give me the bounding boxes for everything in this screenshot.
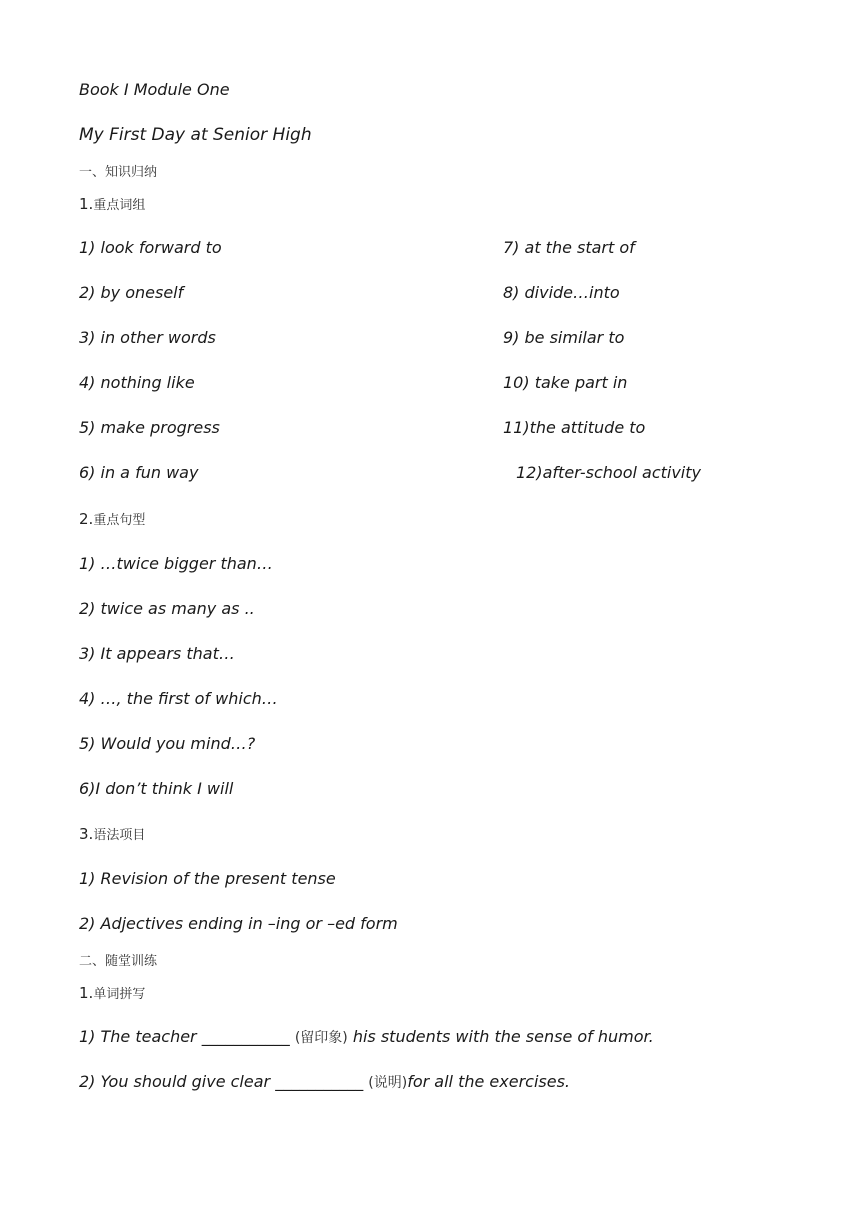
phrase-item: 10) take part in	[503, 373, 628, 392]
phrase-item: 4) nothing like	[79, 373, 195, 392]
grammar-item: 1) Revision of the present tense	[79, 869, 336, 888]
grammar-item: 2) Adjectives ending in –ing or –ed form	[79, 914, 398, 933]
subheading-number: 3.	[79, 825, 94, 843]
chinese-hint: (说明)	[368, 1075, 408, 1091]
phrase-item: 1) look forward to	[79, 238, 222, 257]
sentence-item: 4) …, the first of which…	[79, 689, 278, 708]
subheading-label: 重点句型	[93, 513, 146, 528]
subheading-phrases	[79, 194, 145, 213]
sentence-item: 2) twice as many as ..	[79, 599, 255, 618]
subheading-grammar	[79, 824, 145, 843]
sentence-item: 6)I don’t think I will	[79, 779, 234, 798]
phrase-item: 3) in other words	[79, 328, 216, 347]
question-text: 1) The teacher ___________	[79, 1027, 295, 1046]
phrase-item: 8) divide…into	[503, 283, 620, 302]
question-text: for all the exercises.	[407, 1072, 571, 1091]
sentence-item: 1) …twice bigger than…	[79, 554, 273, 573]
phrase-item: 5) make progress	[79, 418, 220, 437]
phrase-item: 11)the attitude to	[503, 418, 646, 437]
subheading-number: 1.	[79, 195, 94, 213]
subheading-label: 单词拼写	[93, 987, 146, 1002]
subheading-label: 重点词组	[93, 198, 146, 213]
phrase-item: 12)after-school activity	[516, 463, 701, 482]
spelling-question-1	[79, 1027, 654, 1047]
subheading-label: 语法项目	[93, 828, 146, 843]
chinese-hint: (留印象)	[294, 1030, 348, 1046]
question-text: his students with the sense of humor.	[347, 1027, 654, 1046]
subheading-spelling	[79, 983, 145, 1002]
subheading-sentences	[79, 509, 145, 528]
subheading-number: 2.	[79, 510, 94, 528]
book-title: Book I Module One	[79, 80, 230, 99]
phrase-item: 2) by oneself	[79, 283, 184, 302]
phrase-item: 7) at the start of	[503, 238, 635, 257]
section-heading-practice: 二、随堂训练	[79, 954, 158, 969]
question-text: 2) You should give clear ___________	[79, 1072, 369, 1091]
phrase-item: 6) in a fun way	[79, 463, 199, 482]
subheading-number: 1.	[79, 984, 94, 1002]
section-heading-knowledge: 一、知识归纳	[79, 165, 158, 180]
sentence-item: 5) Would you mind…?	[79, 734, 256, 753]
sentence-item: 3) It appears that…	[79, 644, 235, 663]
phrase-item: 9) be similar to	[503, 328, 625, 347]
spelling-question-2	[79, 1072, 570, 1092]
lesson-title: My First Day at Senior High	[79, 125, 312, 145]
